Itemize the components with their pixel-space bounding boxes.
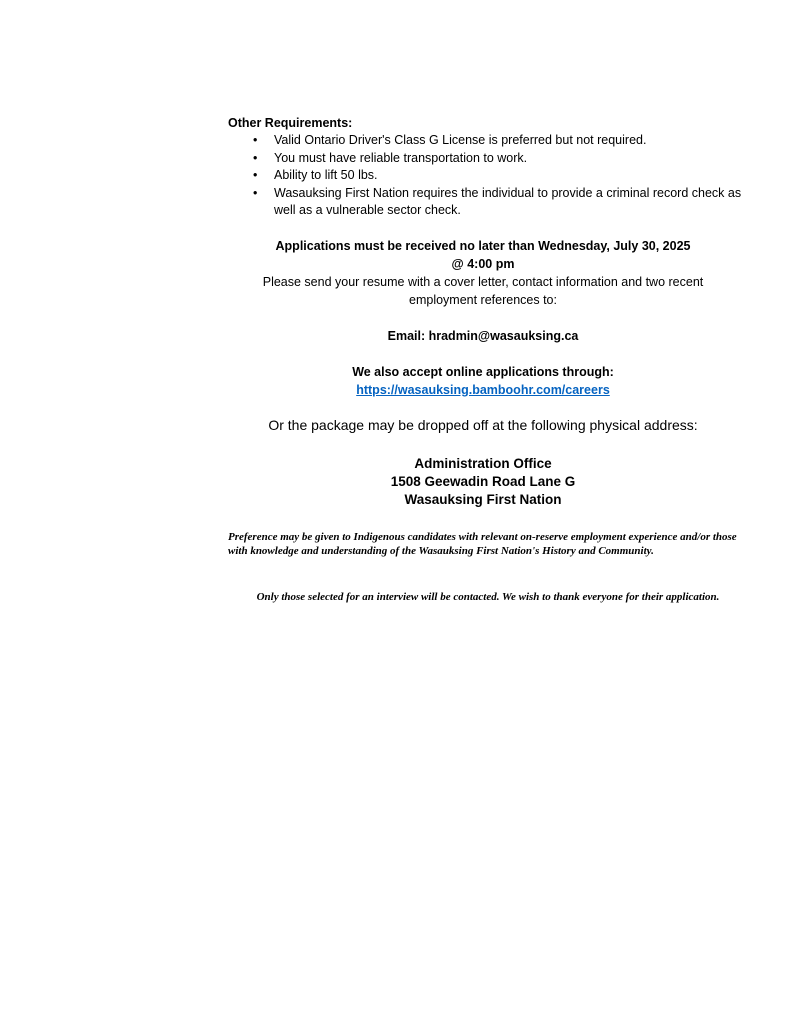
address-line-street: 1508 Geewadin Road Lane G <box>390 474 576 489</box>
address-line-office: Administration Office <box>414 456 552 471</box>
requirements-heading: Other Requirements: <box>228 116 353 130</box>
list-item: • Valid Ontario Driver's Class G License is preferred but not required. <box>228 132 748 150</box>
online-applications <box>228 364 738 399</box>
send-instructions: Please send your resume with a cover letter, contact information and two recent employment references to: <box>262 275 704 307</box>
dropoff-instructions: Or the package may be dropped off at the following physical address: <box>268 417 698 433</box>
deadline-date: Applications must be received no later than Wednesday, July 30, 2025 <box>275 239 691 253</box>
deadline-time: @ 4:00 pm <box>451 256 515 271</box>
bullet-icon: • <box>253 185 258 200</box>
address-line-community: Wasauksing First Nation <box>404 492 562 507</box>
bullet-icon: • <box>253 168 258 182</box>
requirements-list <box>228 132 748 220</box>
bullet-icon: • <box>253 133 258 147</box>
physical-address <box>228 455 738 509</box>
careers-link[interactable]: https://wasauksing.bamboohr.com/careers <box>356 382 610 397</box>
list-item: • Wasauksing First Nation requires the individual to provide a criminal record check as well as a vulnerable sector check. <box>253 185 742 217</box>
online-intro: We also accept online applications through: <box>352 365 614 379</box>
bullet-icon: • <box>253 150 258 165</box>
contact-email: Email: hradmin@wasauksing.ca <box>387 329 579 343</box>
list-item: • You must have reliable transportation to work. <box>228 150 748 168</box>
preference-note: Preference may be given to Indigenous candidates with relevant on-reserve employment experience and/or those with knowledge and understanding of the Wasauksing First Nation's History and Community. <box>228 531 737 557</box>
application-deadline <box>228 238 738 273</box>
thanks-note: Only those selected for an interview will be contacted. We wish to thank everyone for their application. <box>256 591 720 603</box>
list-item: • Ability to lift 50 lbs. <box>228 167 748 185</box>
